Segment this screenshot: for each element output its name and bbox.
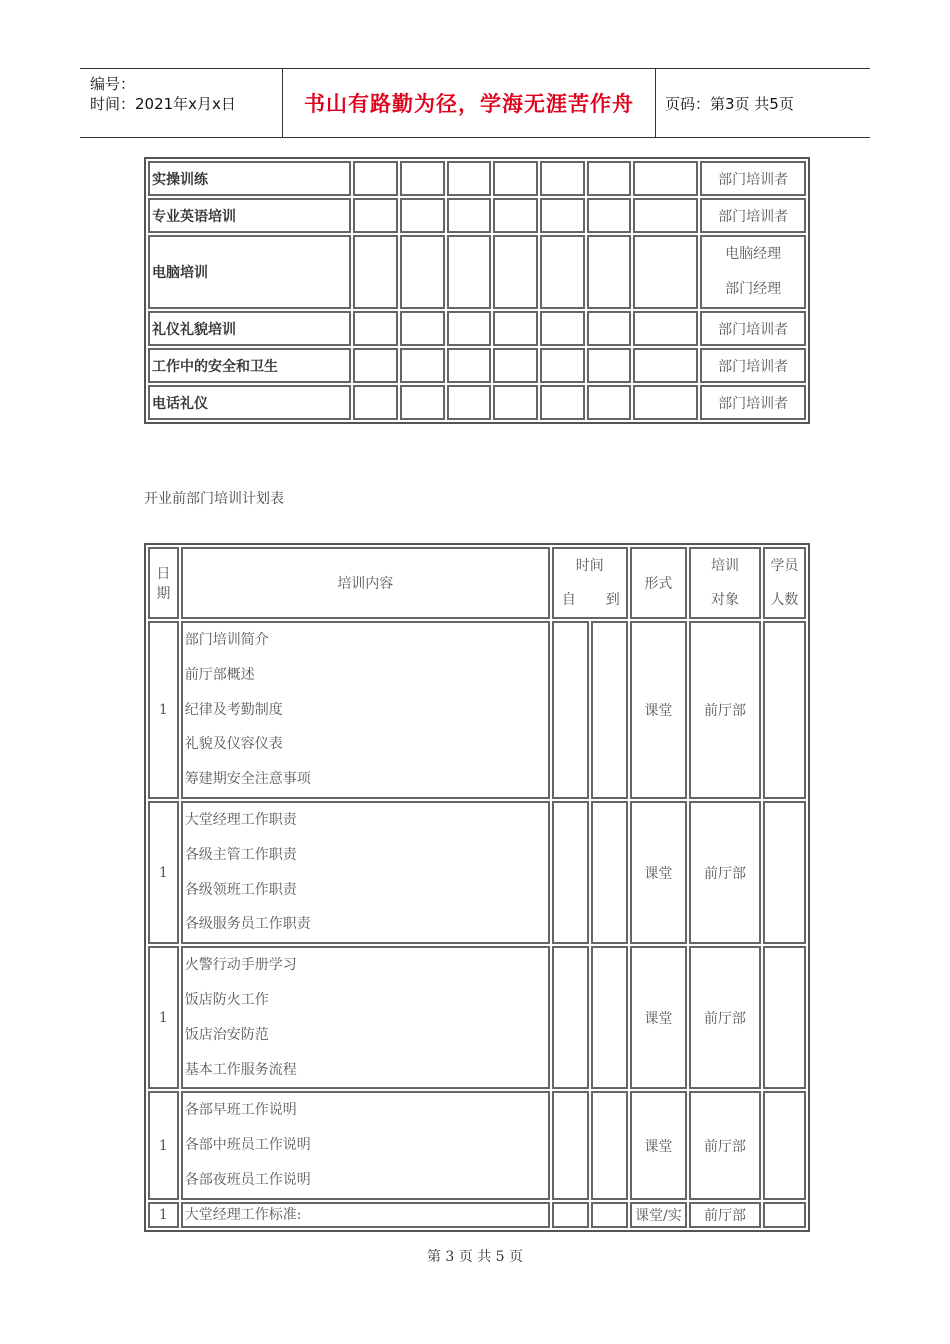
row-content [181,1202,550,1228]
header-from: 自 [561,592,576,608]
content-line: 火警行动手册学习 [184,957,297,974]
content-line: 基本工作服务流程 [184,1061,297,1078]
training-item-name: 电脑培训 [148,235,351,309]
content-line: 大堂经理工作标准: [184,1206,302,1223]
trainer-cell: 部门培训者 [700,198,806,233]
row-date: 1 [148,1091,179,1199]
table-row [148,946,806,1089]
document-number-label: 编号： [90,75,136,93]
document-date-label: 时间：2021年x月x日 [90,95,236,113]
content-line: 各级领班工作职责 [184,881,297,898]
content-line: 大堂经理工作职责 [184,811,297,828]
row-content [181,1091,550,1199]
table-row [148,1091,806,1199]
row-target: 前厅部 [689,801,761,944]
training-item-name: 礼仪礼貌培训 [148,311,351,346]
header-time [552,547,628,619]
table-row [148,801,806,944]
header-content: 培训内容 [181,547,550,619]
content-line: 各级主管工作职责 [184,846,297,863]
training-plan-table [144,543,810,1232]
row-form: 课堂 [630,801,687,944]
content-line: 各级服务员工作职责 [184,916,311,933]
table-row [148,1202,806,1228]
content-line: 纪律及考勤制度 [184,701,283,718]
content-line: 各部夜班员工作说明 [184,1171,311,1188]
content-line: 各部早班工作说明 [184,1102,297,1119]
content-line: 部门培训简介 [184,632,269,648]
header-form: 形式 [630,547,687,619]
trainer-line: 部门经理 [725,281,782,297]
row-date: 1 [148,946,179,1089]
row-content [181,801,550,944]
table-row [148,198,806,233]
training-item-name: 电话礼仪 [148,385,351,420]
trainer-cell [700,235,806,309]
page-header [80,68,870,138]
table-caption: 开业前部门培训计划表 [144,491,284,507]
content-line: 筹建期安全注意事项 [184,771,311,788]
row-target: 前厅部 [689,1091,761,1199]
row-date: 1 [148,1202,179,1228]
row-form: 课堂 [630,1091,687,1199]
content-line: 礼貌及仪容仪表 [184,736,283,753]
row-form: 课堂/实 [630,1202,687,1228]
training-item-name: 实操训练 [148,161,351,196]
header-time-label: 时间 [575,558,604,574]
table-row [148,235,806,309]
header-target: 培训 对象 [689,547,761,619]
training-item-name: 工作中的安全和卫生 [148,348,351,383]
header-motto: 书山有路勤为径，学海无涯苦作舟 [283,69,656,137]
content-line: 饭店治安防范 [184,1026,269,1043]
header-count: 学员 人数 [763,547,806,619]
header-to: 到 [605,592,620,608]
content-line: 饭店防火工作 [184,991,269,1008]
trainer-cell: 部门培训者 [700,161,806,196]
header-date: 日期 [148,547,179,619]
row-date: 1 [148,801,179,944]
row-date: 1 [148,621,179,799]
row-target: 前厅部 [689,621,761,799]
trainer-line: 电脑经理 [725,246,782,262]
trainer-cell: 部门培训者 [700,385,806,420]
row-form: 课堂 [630,946,687,1089]
header-meta [80,69,283,137]
table-row [148,311,806,346]
row-target: 前厅部 [689,946,761,1089]
table-row [148,348,806,383]
header-page-label: 页码：第3页 共5页 [665,95,794,113]
content-line: 前厅部概述 [184,666,255,683]
row-content [181,621,550,799]
page-footer: 第 3 页 共 5 页 [426,1249,524,1265]
training-items-table [144,157,810,424]
trainer-cell: 部门培训者 [700,311,806,346]
row-target: 前厅部 [689,1202,761,1228]
table-row [148,385,806,420]
table-header-row [148,547,806,619]
table-row [148,621,806,799]
row-form: 课堂 [630,621,687,799]
row-content [181,946,550,1089]
training-item-name: 专业英语培训 [148,198,351,233]
trainer-cell: 部门培训者 [700,348,806,383]
table-row [148,161,806,196]
content-line: 各部中班员工作说明 [184,1137,311,1154]
